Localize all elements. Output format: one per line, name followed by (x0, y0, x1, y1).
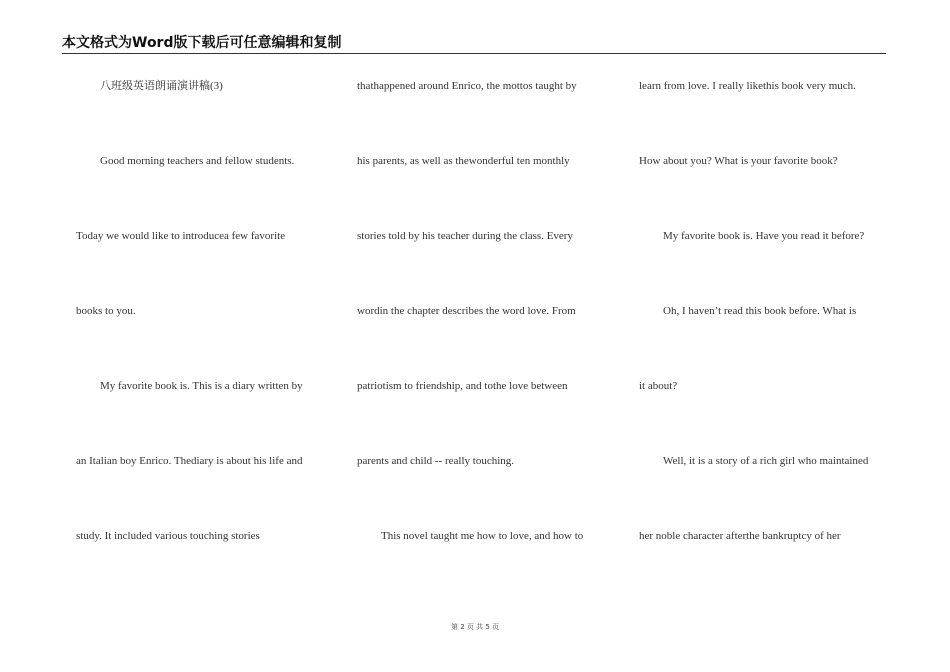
text-line: wordin the chapter describes the word love. From (357, 305, 576, 317)
text-line: her noble character afterthe bankruptcy of her (639, 530, 841, 542)
header-divider (62, 53, 886, 54)
text-line: it about? (639, 380, 678, 392)
text-line: an Italian boy Enrico. Thediary is about his life and (76, 455, 303, 467)
text-line: 八班级英语朗诵演讲稿(3) (100, 80, 223, 92)
text-line: How about you? What is your favorite book? (639, 155, 838, 167)
text-line: stories told by his teacher during the class. Every (357, 230, 573, 242)
text-line: My favorite book is. This is a diary written by (100, 380, 303, 392)
text-line: thathappened around Enrico, the mottos taught by (357, 80, 577, 92)
page-number: 第 2 页 共 5 页 (450, 623, 500, 631)
text-line: his parents, as well as thewonderful ten monthly (357, 155, 570, 167)
text-line: Good morning teachers and fellow students. (100, 155, 295, 167)
text-line: learn from love. I really likethis book very much. (639, 80, 856, 92)
text-line: My favorite book is. Have you read it before? (663, 230, 865, 242)
text-line: books to you. (76, 305, 136, 317)
text-line: Well, it is a story of a rich girl who maintained (663, 455, 869, 467)
document-header: 本文格式为Word版下载后可任意编辑和复制 (62, 35, 342, 51)
text-line: parents and child -- really touching. (357, 455, 515, 467)
text-line: patriotism to friendship, and tothe love between (357, 380, 568, 392)
text-line: This novel taught me how to love, and how to (381, 530, 584, 542)
text-line: Today we would like to introducea few favorite (76, 230, 286, 242)
text-line: Oh, I haven’t read this book before. What is (663, 305, 857, 317)
text-line: study. It included various touching stories (76, 530, 260, 542)
